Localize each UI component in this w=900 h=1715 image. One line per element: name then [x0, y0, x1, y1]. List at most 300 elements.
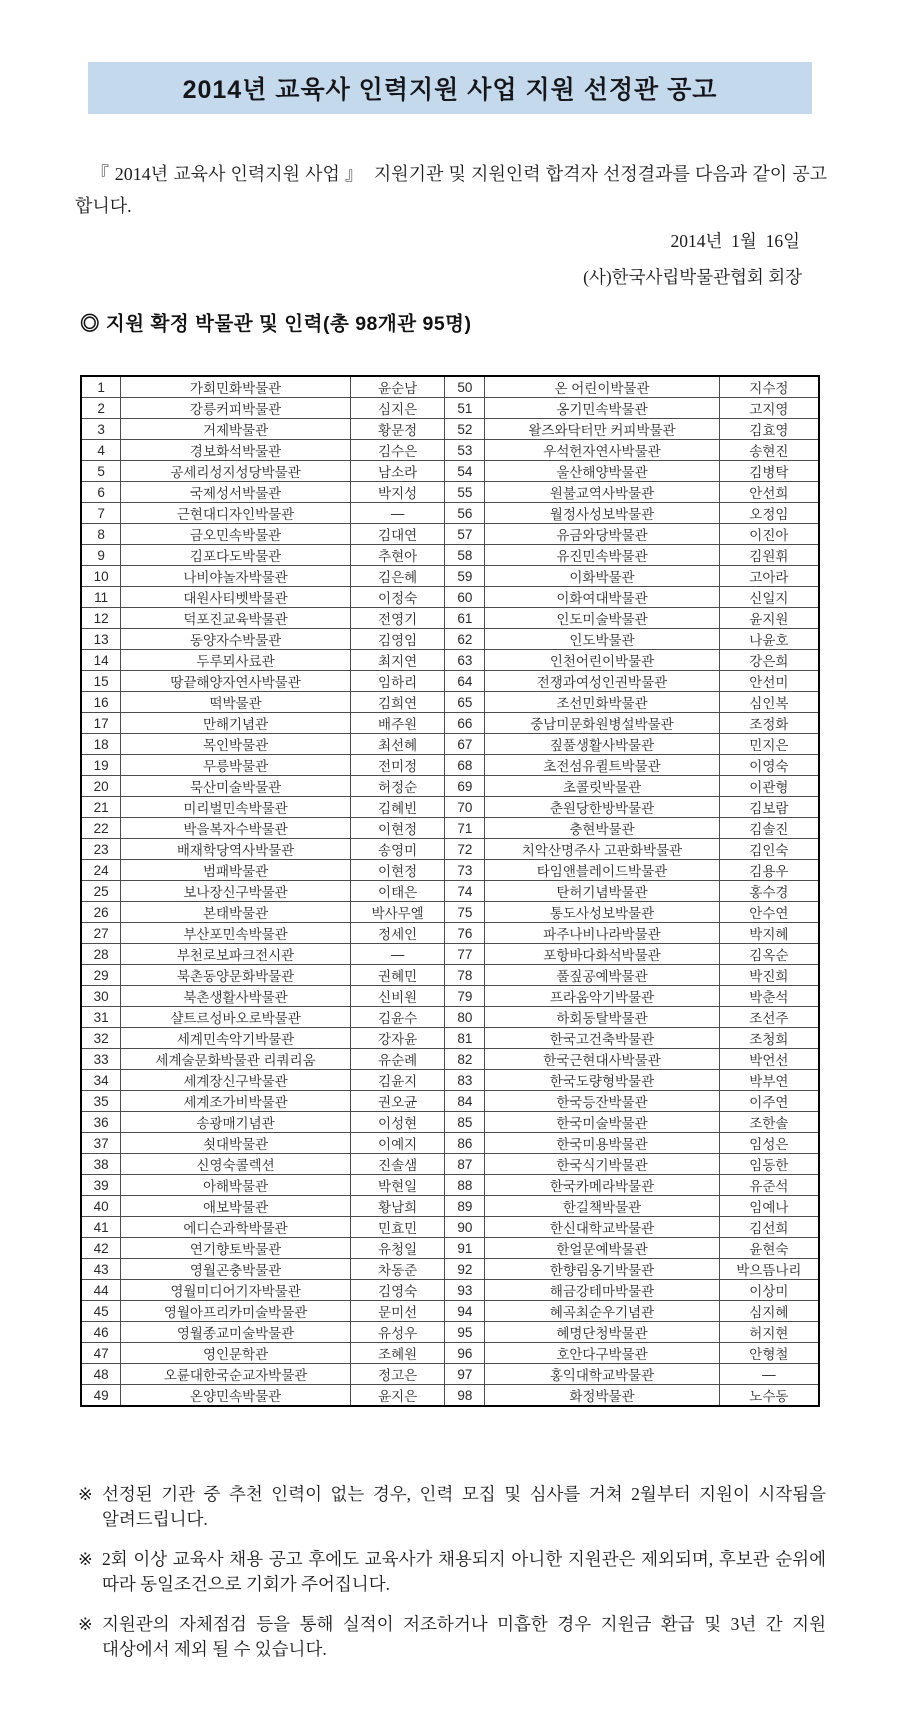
person-name: 추현아	[350, 545, 445, 566]
row-number: 28	[81, 944, 121, 965]
row-number: 50	[445, 376, 485, 398]
museum-name: 한국고건축박물관	[485, 1028, 719, 1049]
table-row	[81, 545, 819, 566]
row-number: 68	[445, 755, 485, 776]
row-number: 43	[81, 1259, 121, 1280]
row-number: 82	[445, 1049, 485, 1070]
person-name: 김용우	[719, 860, 819, 881]
museum-name: 혜명단청박물관	[485, 1322, 719, 1343]
museum-name: 옹기민속박물관	[485, 398, 719, 419]
intro-paragraph: 『 2014년 교육사 인력지원 사업 』 지원기관 및 지원인력 합격자 선정결과를 다음과 같이 공고합니다.	[75, 164, 827, 217]
museum-name: 신영숙콜렉션	[121, 1154, 350, 1175]
row-number: 4	[81, 440, 121, 461]
person-name: 조선주	[719, 1007, 819, 1028]
person-name: 고아라	[719, 566, 819, 587]
person-name: 차동준	[350, 1259, 445, 1280]
row-number: 93	[445, 1280, 485, 1301]
museum-name: 강릉커피박물관	[121, 398, 350, 419]
person-name: 조혜원	[350, 1343, 445, 1364]
museum-name: 인도미술박물관	[485, 608, 719, 629]
table-row	[81, 797, 819, 818]
row-number: 81	[445, 1028, 485, 1049]
row-number: 98	[445, 1385, 485, 1407]
museum-name: 근현대디자인박물관	[121, 503, 350, 524]
table-row	[81, 1238, 819, 1259]
person-name: 진솔샘	[350, 1154, 445, 1175]
person-name: 박지성	[350, 482, 445, 503]
person-name: 김효영	[719, 419, 819, 440]
person-name: 박현일	[350, 1175, 445, 1196]
person-name: 임하리	[350, 671, 445, 692]
table-row	[81, 566, 819, 587]
table-row	[81, 986, 819, 1007]
museum-name: 범패박물관	[121, 860, 350, 881]
museum-name: 월정사성보박물관	[485, 503, 719, 524]
museum-name: 송광매기념관	[121, 1112, 350, 1133]
museum-name: 김포다도박물관	[121, 545, 350, 566]
museum-name: 호안다구박물관	[485, 1343, 719, 1364]
person-name: 유청일	[350, 1238, 445, 1259]
table-row	[81, 1301, 819, 1322]
row-number: 86	[445, 1133, 485, 1154]
footnote-item	[78, 1482, 826, 1533]
table-row	[81, 503, 819, 524]
person-name: 임예나	[719, 1196, 819, 1217]
museum-name: 온양민속박물관	[121, 1385, 350, 1407]
table-row	[81, 818, 819, 839]
museum-name: 세계민속악기박물관	[121, 1028, 350, 1049]
table-row	[81, 860, 819, 881]
museum-name: 화정박물관	[485, 1385, 719, 1407]
person-name: 이성현	[350, 1112, 445, 1133]
museum-name: 세계술문화박물관 리쿼리움	[121, 1049, 350, 1070]
museum-name: 배재학당역사박물관	[121, 839, 350, 860]
museum-name: 왈즈와닥터만 커피박물관	[485, 419, 719, 440]
footnote-marker: ※	[78, 1484, 93, 1504]
row-number: 47	[81, 1343, 121, 1364]
person-name: 신비원	[350, 986, 445, 1007]
row-number: 6	[81, 482, 121, 503]
row-number: 46	[81, 1322, 121, 1343]
museum-name: 초전섬유퀼트박물관	[485, 755, 719, 776]
table-row	[81, 923, 819, 944]
row-number: 24	[81, 860, 121, 881]
row-number: 38	[81, 1154, 121, 1175]
person-name: 권오균	[350, 1091, 445, 1112]
table-row	[81, 1070, 819, 1091]
table-row	[81, 1175, 819, 1196]
person-name: 이예지	[350, 1133, 445, 1154]
person-name: 이주연	[719, 1091, 819, 1112]
table-row	[81, 839, 819, 860]
museum-name: 한국미용박물관	[485, 1133, 719, 1154]
person-name: 김옥순	[719, 944, 819, 965]
person-name: 김대연	[350, 524, 445, 545]
museum-name: 풀짚공예박물관	[485, 965, 719, 986]
row-number: 41	[81, 1217, 121, 1238]
museum-name: 본태박물관	[121, 902, 350, 923]
museum-name: 하회동탈박물관	[485, 1007, 719, 1028]
supported-museums-table	[80, 375, 820, 1407]
person-name: 김원휘	[719, 545, 819, 566]
museum-name: 가회민화박물관	[121, 376, 350, 398]
person-name: 강은희	[719, 650, 819, 671]
museum-name: 국제성서박물관	[121, 482, 350, 503]
museum-name: 나비야놀자박물관	[121, 566, 350, 587]
person-name: 황남희	[350, 1196, 445, 1217]
museum-name: 프라움악기박물관	[485, 986, 719, 1007]
row-number: 17	[81, 713, 121, 734]
person-name: 임동한	[719, 1154, 819, 1175]
person-name: 이영숙	[719, 755, 819, 776]
row-number: 77	[445, 944, 485, 965]
support-table-body	[81, 376, 819, 1406]
row-number: 8	[81, 524, 121, 545]
person-name: 안형철	[719, 1343, 819, 1364]
person-name: 김혜빈	[350, 797, 445, 818]
museum-name: 박을복자수박물관	[121, 818, 350, 839]
row-number: 79	[445, 986, 485, 1007]
museum-name: 영월아프리카미술박물관	[121, 1301, 350, 1322]
table-row	[81, 965, 819, 986]
person-name: 박언선	[719, 1049, 819, 1070]
museum-name: 유진민속박물관	[485, 545, 719, 566]
row-number: 72	[445, 839, 485, 860]
table-row	[81, 1028, 819, 1049]
museum-name: 원불교역사박물관	[485, 482, 719, 503]
footnote-text: 2회 이상 교육사 채용 공고 후에도 교육사가 채용되지 아니한 지원관은 제외되며, 후보관 순위에 따라 동일조건으로 기회가 주어집니다.	[102, 1548, 826, 1595]
table-row	[81, 440, 819, 461]
person-name: 이진아	[719, 524, 819, 545]
museum-name: 떡박물관	[121, 692, 350, 713]
row-number: 61	[445, 608, 485, 629]
row-number: 55	[445, 482, 485, 503]
footnote-marker: ※	[78, 1613, 93, 1634]
museum-name: 에디슨과학박물관	[121, 1217, 350, 1238]
person-name: 민효민	[350, 1217, 445, 1238]
table-row	[81, 776, 819, 797]
table-row	[81, 1385, 819, 1407]
museum-name: 타임앤블레이드박물관	[485, 860, 719, 881]
row-number: 95	[445, 1322, 485, 1343]
person-name: 오정임	[719, 503, 819, 524]
table-row	[81, 902, 819, 923]
museum-name: 중남미문화원병설박물관	[485, 713, 719, 734]
row-number: 63	[445, 650, 485, 671]
museum-name: 한국미술박물관	[485, 1112, 719, 1133]
table-row	[81, 1196, 819, 1217]
row-number: 42	[81, 1238, 121, 1259]
museum-name: 무릉박물관	[121, 755, 350, 776]
person-name: 정고은	[350, 1364, 445, 1385]
museum-name: 충현박물관	[485, 818, 719, 839]
row-number: 37	[81, 1133, 121, 1154]
row-number: 85	[445, 1112, 485, 1133]
person-name: 문미선	[350, 1301, 445, 1322]
table-row	[81, 419, 819, 440]
footnote-text: 선정된 기관 중 추천 인력이 없는 경우, 인력 모집 및 심사를 거쳐 2월부터 지원이 시작됨을 알려드립니다.	[102, 1484, 826, 1530]
person-name: 김수은	[350, 440, 445, 461]
museum-name: 보나장신구박물관	[121, 881, 350, 902]
person-name: 정세인	[350, 923, 445, 944]
row-number: 64	[445, 671, 485, 692]
table-row	[81, 376, 819, 398]
issuing-organization: (사)한국사립박물관협회 회장	[583, 267, 802, 287]
table-row	[81, 1322, 819, 1343]
row-number: 26	[81, 902, 121, 923]
museum-name: 조선민화박물관	[485, 692, 719, 713]
museum-name: 세계장신구박물관	[121, 1070, 350, 1091]
row-number: 19	[81, 755, 121, 776]
row-number: 87	[445, 1154, 485, 1175]
person-name: 김영임	[350, 629, 445, 650]
row-number: 83	[445, 1070, 485, 1091]
museum-name: 탄허기념박물관	[485, 881, 719, 902]
person-name: 박춘석	[719, 986, 819, 1007]
person-name: 조청희	[719, 1028, 819, 1049]
table-row	[81, 587, 819, 608]
museum-name: 영월곤충박물관	[121, 1259, 350, 1280]
table-row	[81, 608, 819, 629]
table-row	[81, 398, 819, 419]
person-name: 홍수경	[719, 881, 819, 902]
museum-name: 미리벌민속박물관	[121, 797, 350, 818]
person-name: 남소라	[350, 461, 445, 482]
row-number: 52	[445, 419, 485, 440]
person-name: 배주원	[350, 713, 445, 734]
table-row	[81, 1343, 819, 1364]
person-name: 전미정	[350, 755, 445, 776]
museum-name: 해금강테마박물관	[485, 1280, 719, 1301]
person-name: 김선희	[719, 1217, 819, 1238]
person-name: 나윤호	[719, 629, 819, 650]
row-number: 57	[445, 524, 485, 545]
row-number: 33	[81, 1049, 121, 1070]
row-number: 56	[445, 503, 485, 524]
row-number: 97	[445, 1364, 485, 1385]
person-name: 민지은	[719, 734, 819, 755]
person-name: 윤지은	[350, 1385, 445, 1407]
person-name: 안선미	[719, 671, 819, 692]
person-name: 김인숙	[719, 839, 819, 860]
museum-name: 한국도량형박물관	[485, 1070, 719, 1091]
museum-name: 한국식기박물관	[485, 1154, 719, 1175]
museum-name: 북촌생활사박물관	[121, 986, 350, 1007]
table-row	[81, 1217, 819, 1238]
row-number: 66	[445, 713, 485, 734]
row-number: 92	[445, 1259, 485, 1280]
person-name: 김보람	[719, 797, 819, 818]
table-row	[81, 671, 819, 692]
row-number: 65	[445, 692, 485, 713]
table-row	[81, 881, 819, 902]
person-name: 최지연	[350, 650, 445, 671]
row-number: 69	[445, 776, 485, 797]
museum-name: 한향림옹기박물관	[485, 1259, 719, 1280]
row-number: 59	[445, 566, 485, 587]
museum-name: 아해박물관	[121, 1175, 350, 1196]
person-name: 심인복	[719, 692, 819, 713]
museum-name: 이화박물관	[485, 566, 719, 587]
person-name: 송영미	[350, 839, 445, 860]
person-name: 허지현	[719, 1322, 819, 1343]
row-number: 31	[81, 1007, 121, 1028]
museum-name: 초콜릿박물관	[485, 776, 719, 797]
person-name: 노수동	[719, 1385, 819, 1407]
person-name: 김솔진	[719, 818, 819, 839]
row-number: 80	[445, 1007, 485, 1028]
page-title: 2014년 교육사 인력지원 사업 지원 선정관 공고	[182, 76, 718, 104]
row-number: 21	[81, 797, 121, 818]
museum-name: 만해기념관	[121, 713, 350, 734]
person-name: 김윤수	[350, 1007, 445, 1028]
museum-name: 세계조가비박물관	[121, 1091, 350, 1112]
person-name: 이태은	[350, 881, 445, 902]
museum-name: 춘원당한방박물관	[485, 797, 719, 818]
table-row	[81, 713, 819, 734]
table-row	[81, 1154, 819, 1175]
table-row	[81, 650, 819, 671]
museum-name: 유금와당박물관	[485, 524, 719, 545]
person-name: 김병탁	[719, 461, 819, 482]
person-name: 박으뜸나리	[719, 1259, 819, 1280]
row-number: 32	[81, 1028, 121, 1049]
table-row	[81, 1364, 819, 1385]
row-number: 35	[81, 1091, 121, 1112]
museum-name: 덕포진교육박물관	[121, 608, 350, 629]
table-row	[81, 1133, 819, 1154]
person-name: 임성은	[719, 1133, 819, 1154]
person-name: 안선희	[719, 482, 819, 503]
row-number: 49	[81, 1385, 121, 1407]
table-row	[81, 944, 819, 965]
row-number: 76	[445, 923, 485, 944]
museum-name: 한국등잔박물관	[485, 1091, 719, 1112]
announcement-title-banner	[88, 62, 812, 114]
row-number: 51	[445, 398, 485, 419]
row-number: 12	[81, 608, 121, 629]
row-number: 67	[445, 734, 485, 755]
row-number: 16	[81, 692, 121, 713]
row-number: 53	[445, 440, 485, 461]
museum-name: 한길책박물관	[485, 1196, 719, 1217]
museum-name: 통도사성보박물관	[485, 902, 719, 923]
person-name: 신일지	[719, 587, 819, 608]
person-name: —	[719, 1364, 819, 1385]
museum-name: 목인박물관	[121, 734, 350, 755]
table-row	[81, 1007, 819, 1028]
person-name: 윤현숙	[719, 1238, 819, 1259]
table-row	[81, 692, 819, 713]
museum-name: 이화여대박물관	[485, 587, 719, 608]
row-number: 73	[445, 860, 485, 881]
row-number: 44	[81, 1280, 121, 1301]
table-row	[81, 629, 819, 650]
museum-name: 포항바다화석박물관	[485, 944, 719, 965]
row-number: 13	[81, 629, 121, 650]
person-name: 김영숙	[350, 1280, 445, 1301]
row-number: 23	[81, 839, 121, 860]
person-name: 허정순	[350, 776, 445, 797]
row-number: 5	[81, 461, 121, 482]
person-name: 이현정	[350, 818, 445, 839]
museum-name: 한국근현대사박물관	[485, 1049, 719, 1070]
row-number: 7	[81, 503, 121, 524]
row-number: 14	[81, 650, 121, 671]
row-number: 1	[81, 376, 121, 398]
table-row	[81, 1280, 819, 1301]
row-number: 29	[81, 965, 121, 986]
person-name: 전영기	[350, 608, 445, 629]
table-row	[81, 1091, 819, 1112]
person-name: 유준석	[719, 1175, 819, 1196]
person-name: 박사무엘	[350, 902, 445, 923]
table-row	[81, 1049, 819, 1070]
person-name: 이상미	[719, 1280, 819, 1301]
row-number: 58	[445, 545, 485, 566]
person-name: 심지은	[350, 398, 445, 419]
row-number: 62	[445, 629, 485, 650]
person-name: 윤순남	[350, 376, 445, 398]
row-number: 39	[81, 1175, 121, 1196]
museum-name: 파주나비나라박물관	[485, 923, 719, 944]
table-row	[81, 1112, 819, 1133]
table-row	[81, 734, 819, 755]
row-number: 94	[445, 1301, 485, 1322]
person-name: 박지혜	[719, 923, 819, 944]
person-name: 최선혜	[350, 734, 445, 755]
museum-name: 오륜대한국순교자박물관	[121, 1364, 350, 1385]
table-row	[81, 461, 819, 482]
announcement-date: 2014년 1월 16일	[670, 231, 800, 251]
museum-name: 혜곡최순우기념관	[485, 1301, 719, 1322]
row-number: 25	[81, 881, 121, 902]
museum-name: 쇳대박물관	[121, 1133, 350, 1154]
row-number: 71	[445, 818, 485, 839]
museum-name: 동양자수박물관	[121, 629, 350, 650]
museum-name: 대원사티벳박물관	[121, 587, 350, 608]
museum-name: 북촌동양문화박물관	[121, 965, 350, 986]
person-name: 김윤지	[350, 1070, 445, 1091]
museum-name: 한신대학교박물관	[485, 1217, 719, 1238]
person-name: 이현정	[350, 860, 445, 881]
museum-name: 부산포민속박물관	[121, 923, 350, 944]
museum-name: 인천어린이박물관	[485, 650, 719, 671]
row-number: 70	[445, 797, 485, 818]
row-number: 96	[445, 1343, 485, 1364]
museum-name: 샬트르성바오로박물관	[121, 1007, 350, 1028]
person-name: 유성우	[350, 1322, 445, 1343]
person-name: 이정숙	[350, 587, 445, 608]
museum-name: 공세리성지성당박물관	[121, 461, 350, 482]
museum-name: 온 어린이박물관	[485, 376, 719, 398]
table-row	[81, 1259, 819, 1280]
row-number: 48	[81, 1364, 121, 1385]
row-number: 20	[81, 776, 121, 797]
row-number: 34	[81, 1070, 121, 1091]
row-number: 84	[445, 1091, 485, 1112]
table-row	[81, 524, 819, 545]
museum-name: 영인문학관	[121, 1343, 350, 1364]
museum-name: 짚풀생활사박물관	[485, 734, 719, 755]
person-name: 조정화	[719, 713, 819, 734]
person-name: 조한솔	[719, 1112, 819, 1133]
museum-name: 연기향토박물관	[121, 1238, 350, 1259]
row-number: 36	[81, 1112, 121, 1133]
row-number: 11	[81, 587, 121, 608]
table-row	[81, 482, 819, 503]
person-name: 강자윤	[350, 1028, 445, 1049]
